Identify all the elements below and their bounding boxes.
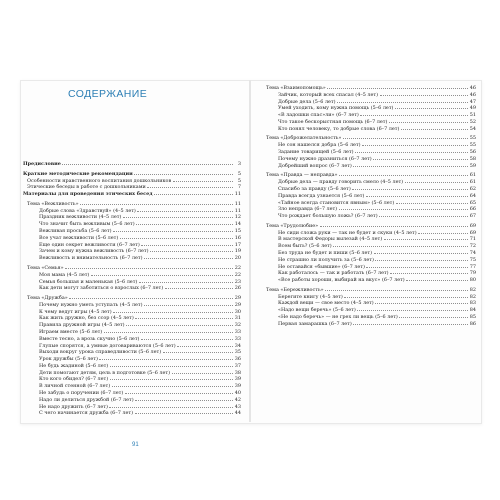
dot-leader — [144, 255, 232, 259]
toc-entry-page: 12 — [234, 214, 241, 221]
toc-entry-title: Краткие методические рекомендации — [23, 170, 133, 177]
toc-entry-page: 19 — [234, 248, 241, 255]
toc-entry-page: 61 — [469, 179, 476, 186]
toc-entry-page: 31 — [234, 315, 241, 322]
toc-entry — [23, 322, 241, 329]
toc-entry-page: 35 — [234, 349, 241, 356]
toc-entry-title: Кто понял человеку, то добрые слова (6–7 лет) — [278, 125, 400, 132]
toc-entry-page: 46 — [469, 91, 476, 98]
toc-entry — [23, 410, 241, 417]
dot-leader — [99, 356, 232, 360]
toc-entry-page: 11 — [234, 191, 241, 198]
dot-leader — [375, 257, 467, 261]
toc-entry — [23, 383, 241, 390]
toc-entry-title: Берегите книгу (4–5 лет) — [278, 293, 343, 300]
toc-entry-page: 11 — [234, 207, 241, 214]
dot-leader — [165, 285, 233, 289]
toc-entry — [262, 112, 476, 119]
dot-leader — [343, 135, 468, 139]
toc-entry-page: 29 — [234, 295, 241, 302]
toc-entry — [262, 206, 476, 213]
toc-entry-title: Тема «Взаимопомощь» — [266, 85, 326, 91]
dot-leader — [320, 223, 468, 227]
toc-entry-page: 72 — [469, 243, 476, 250]
toc-entry-page: 56 — [469, 149, 476, 156]
dot-leader — [405, 179, 468, 183]
toc-entry — [23, 349, 241, 356]
toc-entry-title: Что рождает большую ложь? (6–7 лет) — [278, 213, 378, 220]
dot-leader — [141, 242, 232, 246]
toc-entry-title: Не сиди сложа руки — так не будет и скуки (4–5 лет) — [278, 229, 417, 236]
page-title: СОДЕРЖАНИЕ — [68, 88, 148, 100]
dot-leader — [374, 250, 468, 254]
toc-entry — [262, 142, 476, 149]
toc-entry-page: 47 — [469, 98, 476, 105]
toc-entry — [262, 156, 476, 163]
toc-entry-title: Не надо дружить (6–7 лет) — [39, 403, 108, 410]
dot-leader — [418, 230, 467, 234]
toc-entry-page: 51 — [469, 112, 476, 119]
toc-entry-page: 82 — [469, 293, 476, 300]
toc-entry-title: Особенности нравственного воспитания дошкольников — [27, 177, 172, 184]
toc-entry-page: 33 — [234, 335, 241, 342]
toc-entry-page: 77 — [469, 263, 476, 270]
toc-entry-title: Моя мама (4–5 лет) — [39, 271, 90, 278]
toc-entry-page: 83 — [469, 300, 476, 307]
toc-entry-page: 3 — [237, 161, 241, 167]
toc-entry-title: Почему нужно уметь уступать (4–5 лет) — [39, 301, 143, 308]
toc-entry — [262, 243, 476, 250]
dot-leader — [177, 343, 232, 347]
toc-entry-page: 42 — [234, 396, 241, 403]
dot-leader — [163, 349, 233, 353]
toc-entry-page: 52 — [469, 118, 476, 125]
toc-entry-page: 30 — [234, 308, 241, 315]
toc-section — [262, 223, 476, 230]
dot-leader — [337, 99, 467, 103]
dot-leader — [112, 383, 233, 387]
toc-entry-page: 82 — [469, 286, 476, 293]
toc-entry — [262, 257, 476, 264]
toc-entry-title: Предисловие — [23, 161, 61, 167]
dot-leader — [401, 126, 468, 130]
toc-entry — [23, 235, 241, 242]
toc-entry — [262, 213, 476, 220]
toc-entry — [262, 321, 476, 328]
toc-entry-page: 20 — [234, 255, 241, 262]
toc-section — [23, 184, 241, 191]
toc-entry-title: С чего начинается дружба (6–7 лет) — [39, 410, 133, 417]
dot-leader — [141, 336, 233, 340]
toc-entry-title: Как работалось — так и работать (6–7 лет) — [278, 270, 389, 277]
toc-entry-title: Вместе тесно, а врозь скучно (5–6 лет) — [39, 335, 140, 342]
dot-leader — [380, 92, 468, 96]
toc-chapter — [23, 161, 241, 168]
dot-leader — [62, 161, 232, 165]
toc-entry — [262, 149, 476, 156]
toc-entry-title: К чему ведут игры (4–5 лет) — [39, 308, 112, 315]
toc-entry-title: Не будь жадиной (5–6 лет) — [39, 362, 109, 369]
toc-entry-page: 75 — [469, 256, 476, 263]
dot-leader — [352, 186, 467, 190]
toc-entry-title: Материалы для проведения этических бесед — [23, 191, 153, 198]
dot-leader — [366, 264, 467, 268]
toc-section — [262, 172, 476, 179]
toc-entry-title: Задание товарищей (5–6 лет) — [278, 149, 354, 156]
toc-entry — [262, 163, 476, 170]
dot-leader — [136, 221, 232, 225]
toc-entry — [262, 200, 476, 207]
page-gutter — [249, 80, 251, 422]
toc-entry-title: Зло неправда (6–7 лет) — [278, 206, 338, 213]
toc-section — [23, 295, 241, 302]
toc-section — [262, 287, 476, 294]
dot-leader — [333, 243, 467, 247]
toc-entry-title: Зачем и кому нужна вежливость (6–7 лет) — [39, 248, 149, 255]
toc-entry-title: Семья большая и маленькая (5–6 лет) — [39, 278, 138, 285]
toc-entry-page: 15 — [234, 228, 241, 235]
dot-leader — [69, 295, 232, 299]
toc-entry — [23, 356, 241, 363]
toc-entry-title: Всем быть? (5–6 лет) — [278, 243, 332, 250]
toc-entry-title: «В ладошки спас»ли» (6–7 лет) — [278, 112, 359, 119]
toc-entry-title: Спасибо за правду (5–6 лет) — [278, 185, 351, 192]
toc-entry-page: 80 — [469, 277, 476, 284]
toc-entry-page: 44 — [234, 410, 241, 417]
toc-entry-title: Кто кого обидел? (6–7 лет) — [39, 376, 109, 383]
dot-leader — [379, 213, 467, 217]
toc-entry-page: 5 — [237, 177, 241, 184]
toc-entry-title: Не забудь о поручении (6–7 лет) — [39, 390, 124, 396]
toc-entry-title: Тема «Бережливость» — [266, 286, 324, 293]
toc-entry-page: 85 — [469, 314, 476, 320]
toc-entry-title: В мастерской Федоры вылезай (4–5 лет) — [278, 236, 383, 243]
toc-entry — [23, 343, 241, 350]
toc-entry — [23, 272, 241, 279]
toc-entry-title: Добрые дела (5–6 лет) — [278, 98, 336, 105]
toc-entry-title: Еще один секрет вежливости (6–7 лет) — [39, 241, 140, 248]
toc-entry-page: 71 — [469, 236, 476, 243]
toc-entry-title: Праздник вежливости (4–5 лет) — [39, 214, 122, 221]
toc-entry-page: 37 — [234, 362, 241, 369]
toc-entry-page: 14 — [234, 221, 241, 228]
toc-entry — [23, 315, 241, 322]
toc-entry-page: 86 — [469, 320, 476, 327]
toc-chapter — [23, 191, 241, 198]
toc-entry — [262, 126, 476, 133]
toc-section — [23, 201, 241, 208]
toc-entry-title: Добрые дела — правду говорить смело (4–5 лет) — [278, 179, 404, 186]
toc-entry-page: 33 — [234, 328, 241, 335]
dot-leader — [120, 235, 233, 239]
dot-leader — [173, 178, 233, 182]
toc-entry-title: Добрейший вопрос (6–7 лет) — [278, 162, 352, 169]
dot-leader — [110, 376, 233, 380]
toc-entry — [23, 370, 241, 377]
toc-entry-title: Глупые спорятся, а умные договариваются (5–6 лет) — [39, 342, 176, 349]
toc-entry-page: 38 — [234, 369, 241, 376]
toc-entry-title: Вежливая просьба (5–6 лет) — [39, 228, 112, 235]
toc-entry-page: 22 — [234, 264, 241, 271]
toc-entry-title: Играем вместе (5–6 лет) — [39, 328, 103, 335]
toc-entry-page: 17 — [234, 241, 241, 248]
toc-entry-title: Урок дружбы (5–6 лет) — [39, 356, 98, 363]
toc-entry — [262, 236, 476, 243]
toc-entry — [23, 390, 241, 397]
toc-entry — [262, 193, 476, 200]
toc-entry-page: 23 — [234, 278, 241, 285]
toc-entry-title: «Надо вещи беречь» (5–6 лет) — [278, 307, 356, 314]
toc-entry-page: 16 — [234, 234, 241, 241]
toc-entry-title: Тема «Правда — неправда» — [266, 172, 338, 179]
dot-leader — [396, 200, 468, 204]
toc-entry-title: Умей уходить, кому нужна помощь (5–6 лет) — [278, 105, 394, 112]
toc-entry-title: Почему нужно дразниться (6–7 лет) — [278, 155, 372, 162]
dot-leader — [139, 279, 233, 283]
toc-entry-page: 5 — [237, 170, 241, 177]
toc-entry — [23, 302, 241, 309]
toc-entry — [262, 264, 476, 271]
toc-entry-page: 54 — [469, 125, 476, 132]
toc-entry-page: 22 — [234, 271, 241, 278]
toc-entry-title: Тема «Дружба» — [27, 295, 68, 302]
toc-entry — [262, 230, 476, 237]
toc-entry-page: 74 — [469, 249, 476, 256]
dot-leader — [389, 119, 468, 123]
dot-leader — [137, 208, 232, 212]
toc-entry — [262, 92, 476, 99]
dot-leader — [135, 410, 233, 414]
toc-entry-title: Что такое бескорыстная помощь (6–7 лет) — [278, 118, 388, 125]
toc-entry-page: 29 — [234, 301, 241, 308]
toc-entry — [23, 309, 241, 316]
toc-entry-title: Не оставайся «бывшие» (6–7 лет) — [278, 263, 365, 270]
toc-entry-title: Добрые слова «Здравствуй» (4–5 лет) — [39, 207, 136, 214]
toc-entry-page: 59 — [469, 162, 476, 169]
toc-entry — [23, 214, 241, 221]
toc-entry-page: 55 — [469, 135, 476, 142]
toc-entry-page: 43 — [234, 403, 241, 410]
toc-section — [23, 265, 241, 272]
dot-leader — [80, 201, 232, 205]
dot-leader — [150, 248, 233, 252]
toc-entry-title: В личной стенной (6–7 лет) — [39, 383, 111, 390]
dot-leader — [125, 390, 233, 394]
toc-chapter — [23, 171, 241, 178]
dot-leader — [144, 302, 232, 306]
toc-entry — [262, 99, 476, 106]
toc-entry-title: «Тайное всегда становится явным» (5–6 лет) — [278, 199, 395, 206]
toc-entry — [262, 307, 476, 314]
toc-entry-title: Не сон нашелся добра (5–6 лет) — [278, 142, 361, 149]
dot-leader — [147, 184, 232, 188]
toc-entry-title: Не страшно ли получить за (5–6 лет) — [278, 256, 374, 263]
toc-entry-title: Правила дружной игры (4–5 лет) — [39, 322, 125, 329]
dot-leader — [366, 193, 468, 197]
toc-entry-page: 62 — [469, 185, 476, 192]
toc-entry — [262, 314, 476, 321]
dot-leader — [327, 85, 467, 89]
toc-entry — [262, 277, 476, 284]
dot-leader — [390, 270, 467, 274]
toc-entry — [262, 300, 476, 307]
toc-entry-page: 11 — [234, 200, 241, 207]
toc-entry-title: Что значит быть вежливым (5–6 лет) — [39, 221, 135, 228]
toc-section — [262, 85, 476, 92]
dot-leader — [353, 321, 467, 325]
dot-leader — [123, 214, 233, 218]
toc-entry-title: Как дети могут заботиться о взрослых (6–7 лет) — [39, 285, 164, 292]
toc-entry-page: 39 — [234, 376, 241, 383]
toc-entry-page: 69 — [469, 222, 476, 229]
toc-entry-title: Надо ли делиться дружбой (6–7 лет) — [39, 396, 134, 403]
dot-leader — [104, 329, 233, 333]
toc-entry — [23, 208, 241, 215]
toc-entry — [262, 270, 476, 277]
toc-entry-title: Каждой вещи — свое место (4–5 лет) — [278, 300, 374, 307]
toc-entry — [23, 279, 241, 286]
dot-leader — [172, 370, 233, 374]
toc-entry-title: Тема «Трудолюбие» — [266, 222, 319, 229]
toc-entry — [23, 228, 241, 235]
toc-entry-title: Первая замарашка (6–7 лет) — [278, 320, 352, 327]
dot-leader — [113, 309, 232, 313]
dot-leader — [65, 265, 232, 269]
toc-entry — [262, 119, 476, 126]
toc-entry — [23, 285, 241, 292]
dot-leader — [357, 307, 467, 311]
dot-leader — [109, 404, 232, 408]
dot-leader — [91, 272, 233, 276]
toc-entry-page: 32 — [234, 322, 241, 329]
toc-entry-title: «Все работы хороши, выбирай на вкус» (6–7 лет) — [278, 277, 405, 284]
dot-leader — [362, 142, 467, 146]
dot-leader — [399, 314, 467, 318]
toc-entry — [23, 376, 241, 383]
toc-entry-title: Дети помогают детям, цель в подготовке (5–6 лет) — [39, 369, 170, 376]
toc-entry — [23, 255, 241, 262]
toc-entry — [23, 336, 241, 343]
toc-entry — [23, 404, 241, 411]
dot-leader — [339, 172, 467, 176]
toc-entry-page: 46 — [469, 85, 476, 91]
toc-section — [262, 135, 476, 142]
dot-leader — [339, 206, 468, 210]
toc-entry-page: 39 — [234, 383, 241, 390]
toc-entry — [262, 250, 476, 257]
toc-entry-page: 79 — [469, 270, 476, 277]
dot-leader — [325, 287, 467, 291]
toc-entry-page: 26 — [234, 285, 241, 292]
toc-entry-title: «Не надо беречь» — не грех ли вещь (5–6 лет) — [278, 314, 398, 320]
dot-leader — [126, 322, 232, 326]
toc-right-column — [262, 85, 476, 328]
toc-entry — [262, 186, 476, 193]
toc-entry-page: 67 — [469, 213, 476, 220]
dot-leader — [373, 156, 467, 160]
toc-entry-title: Тема «Доброжелательность» — [266, 135, 342, 142]
toc-entry-title: Вежливость и внимательность (6–7 лет) — [39, 255, 143, 262]
toc-entry-page: 61 — [469, 172, 476, 179]
dot-leader — [344, 294, 467, 298]
toc-entry-page: 64 — [469, 192, 476, 199]
toc-entry-page: 69 — [469, 229, 476, 236]
toc-entry-page: 7 — [237, 184, 241, 191]
dot-leader — [135, 315, 232, 319]
toc-section — [23, 178, 241, 185]
toc-left-column — [23, 161, 241, 417]
toc-entry — [262, 105, 476, 112]
toc-entry-page: 49 — [469, 105, 476, 112]
toc-entry — [23, 248, 241, 255]
dot-leader — [384, 236, 468, 240]
toc-entry — [23, 329, 241, 336]
toc-entry-page: 34 — [234, 342, 241, 349]
toc-entry-page: 58 — [469, 155, 476, 162]
toc-entry-page: 40 — [234, 390, 241, 396]
dot-leader — [375, 300, 467, 304]
toc-entry — [23, 221, 241, 228]
toc-entry-title: Тема «Семья» — [27, 264, 64, 271]
dot-leader — [135, 397, 232, 401]
dot-leader — [134, 171, 232, 175]
toc-entry-page: 65 — [469, 199, 476, 206]
toc-entry-title: Без труда не будет и пиши (5–6 лет) — [278, 249, 373, 256]
toc-entry — [262, 294, 476, 301]
toc-entry-title: Этические беседы в работе с дошкольниками — [27, 184, 146, 191]
toc-entry-title: Все учат вежливости (5–6 лет) — [39, 234, 119, 241]
toc-entry-title: Зайчик, который всех спасал (4–5 лет) — [278, 91, 379, 98]
toc-entry — [23, 397, 241, 404]
toc-entry — [262, 179, 476, 186]
toc-entry-title: Тема «Вежливость» — [27, 200, 79, 207]
dot-leader — [353, 163, 467, 167]
toc-entry-title: Правда всегда узнается (5–6 лет) — [278, 192, 365, 199]
toc-entry-page: 36 — [234, 356, 241, 363]
dot-leader — [406, 277, 467, 281]
dot-leader — [110, 363, 233, 367]
toc-entry — [23, 242, 241, 249]
dot-leader — [355, 149, 467, 153]
toc-entry-title: Выходи вокруг урока справедливости (5–6 лет) — [39, 349, 162, 356]
toc-entry-title: Как жить дружно, без ссор (4–5 лет) — [39, 315, 134, 322]
toc-entry-page: 55 — [469, 142, 476, 149]
dot-leader — [360, 112, 467, 116]
dot-leader — [113, 228, 232, 232]
toc-entry-page: 66 — [469, 206, 476, 213]
dot-leader — [154, 191, 233, 195]
toc-entry-page: 84 — [469, 307, 476, 314]
dot-leader — [395, 105, 468, 109]
toc-entry — [23, 363, 241, 370]
page-number: 91 — [132, 442, 139, 448]
